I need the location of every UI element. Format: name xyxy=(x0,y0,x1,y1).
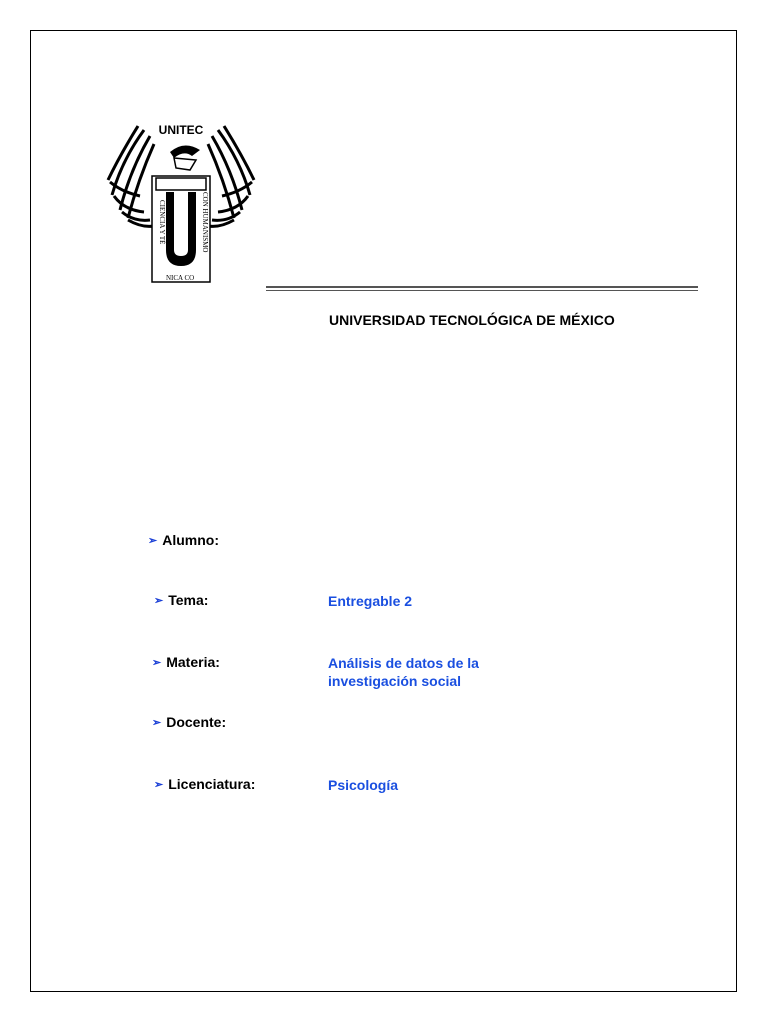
university-name: UNIVERSIDAD TECNOLÓGICA DE MÉXICO xyxy=(329,312,615,328)
logo-unitec-text: UNITEC xyxy=(158,123,204,137)
field-materia xyxy=(152,654,479,689)
unitec-logo xyxy=(104,100,258,286)
field-alumno xyxy=(148,532,219,548)
field-value: Entregable 2 xyxy=(328,593,413,609)
arrow-bullet-icon: ➢ xyxy=(148,535,158,547)
field-label: Tema: xyxy=(168,592,209,608)
field-value-line2: investigación social xyxy=(328,673,462,689)
field-label: Materia: xyxy=(166,654,220,670)
field-value-line1: Análisis de datos de la xyxy=(328,655,479,671)
arrow-bullet-icon: ➢ xyxy=(152,657,162,669)
header-rule xyxy=(266,286,698,288)
field-label: Docente: xyxy=(166,714,227,730)
field-tema xyxy=(154,592,413,609)
arrow-bullet-icon: ➢ xyxy=(154,595,164,607)
field-licenciatura xyxy=(154,776,399,793)
field-label: Licenciatura: xyxy=(168,776,256,792)
field-label: Alumno: xyxy=(162,532,219,548)
svg-text:CIENCIA Y TÉ: CIENCIA Y TÉ xyxy=(158,200,166,245)
arrow-bullet-icon: ➢ xyxy=(152,717,162,729)
arrow-bullet-icon: ➢ xyxy=(154,779,164,791)
header-rule-thin xyxy=(266,290,698,291)
svg-text:NICA CO: NICA CO xyxy=(166,274,195,282)
field-value: Psicología xyxy=(328,777,399,793)
field-docente xyxy=(152,714,226,730)
svg-text:CON HUMANISMO: CON HUMANISMO xyxy=(201,192,209,253)
